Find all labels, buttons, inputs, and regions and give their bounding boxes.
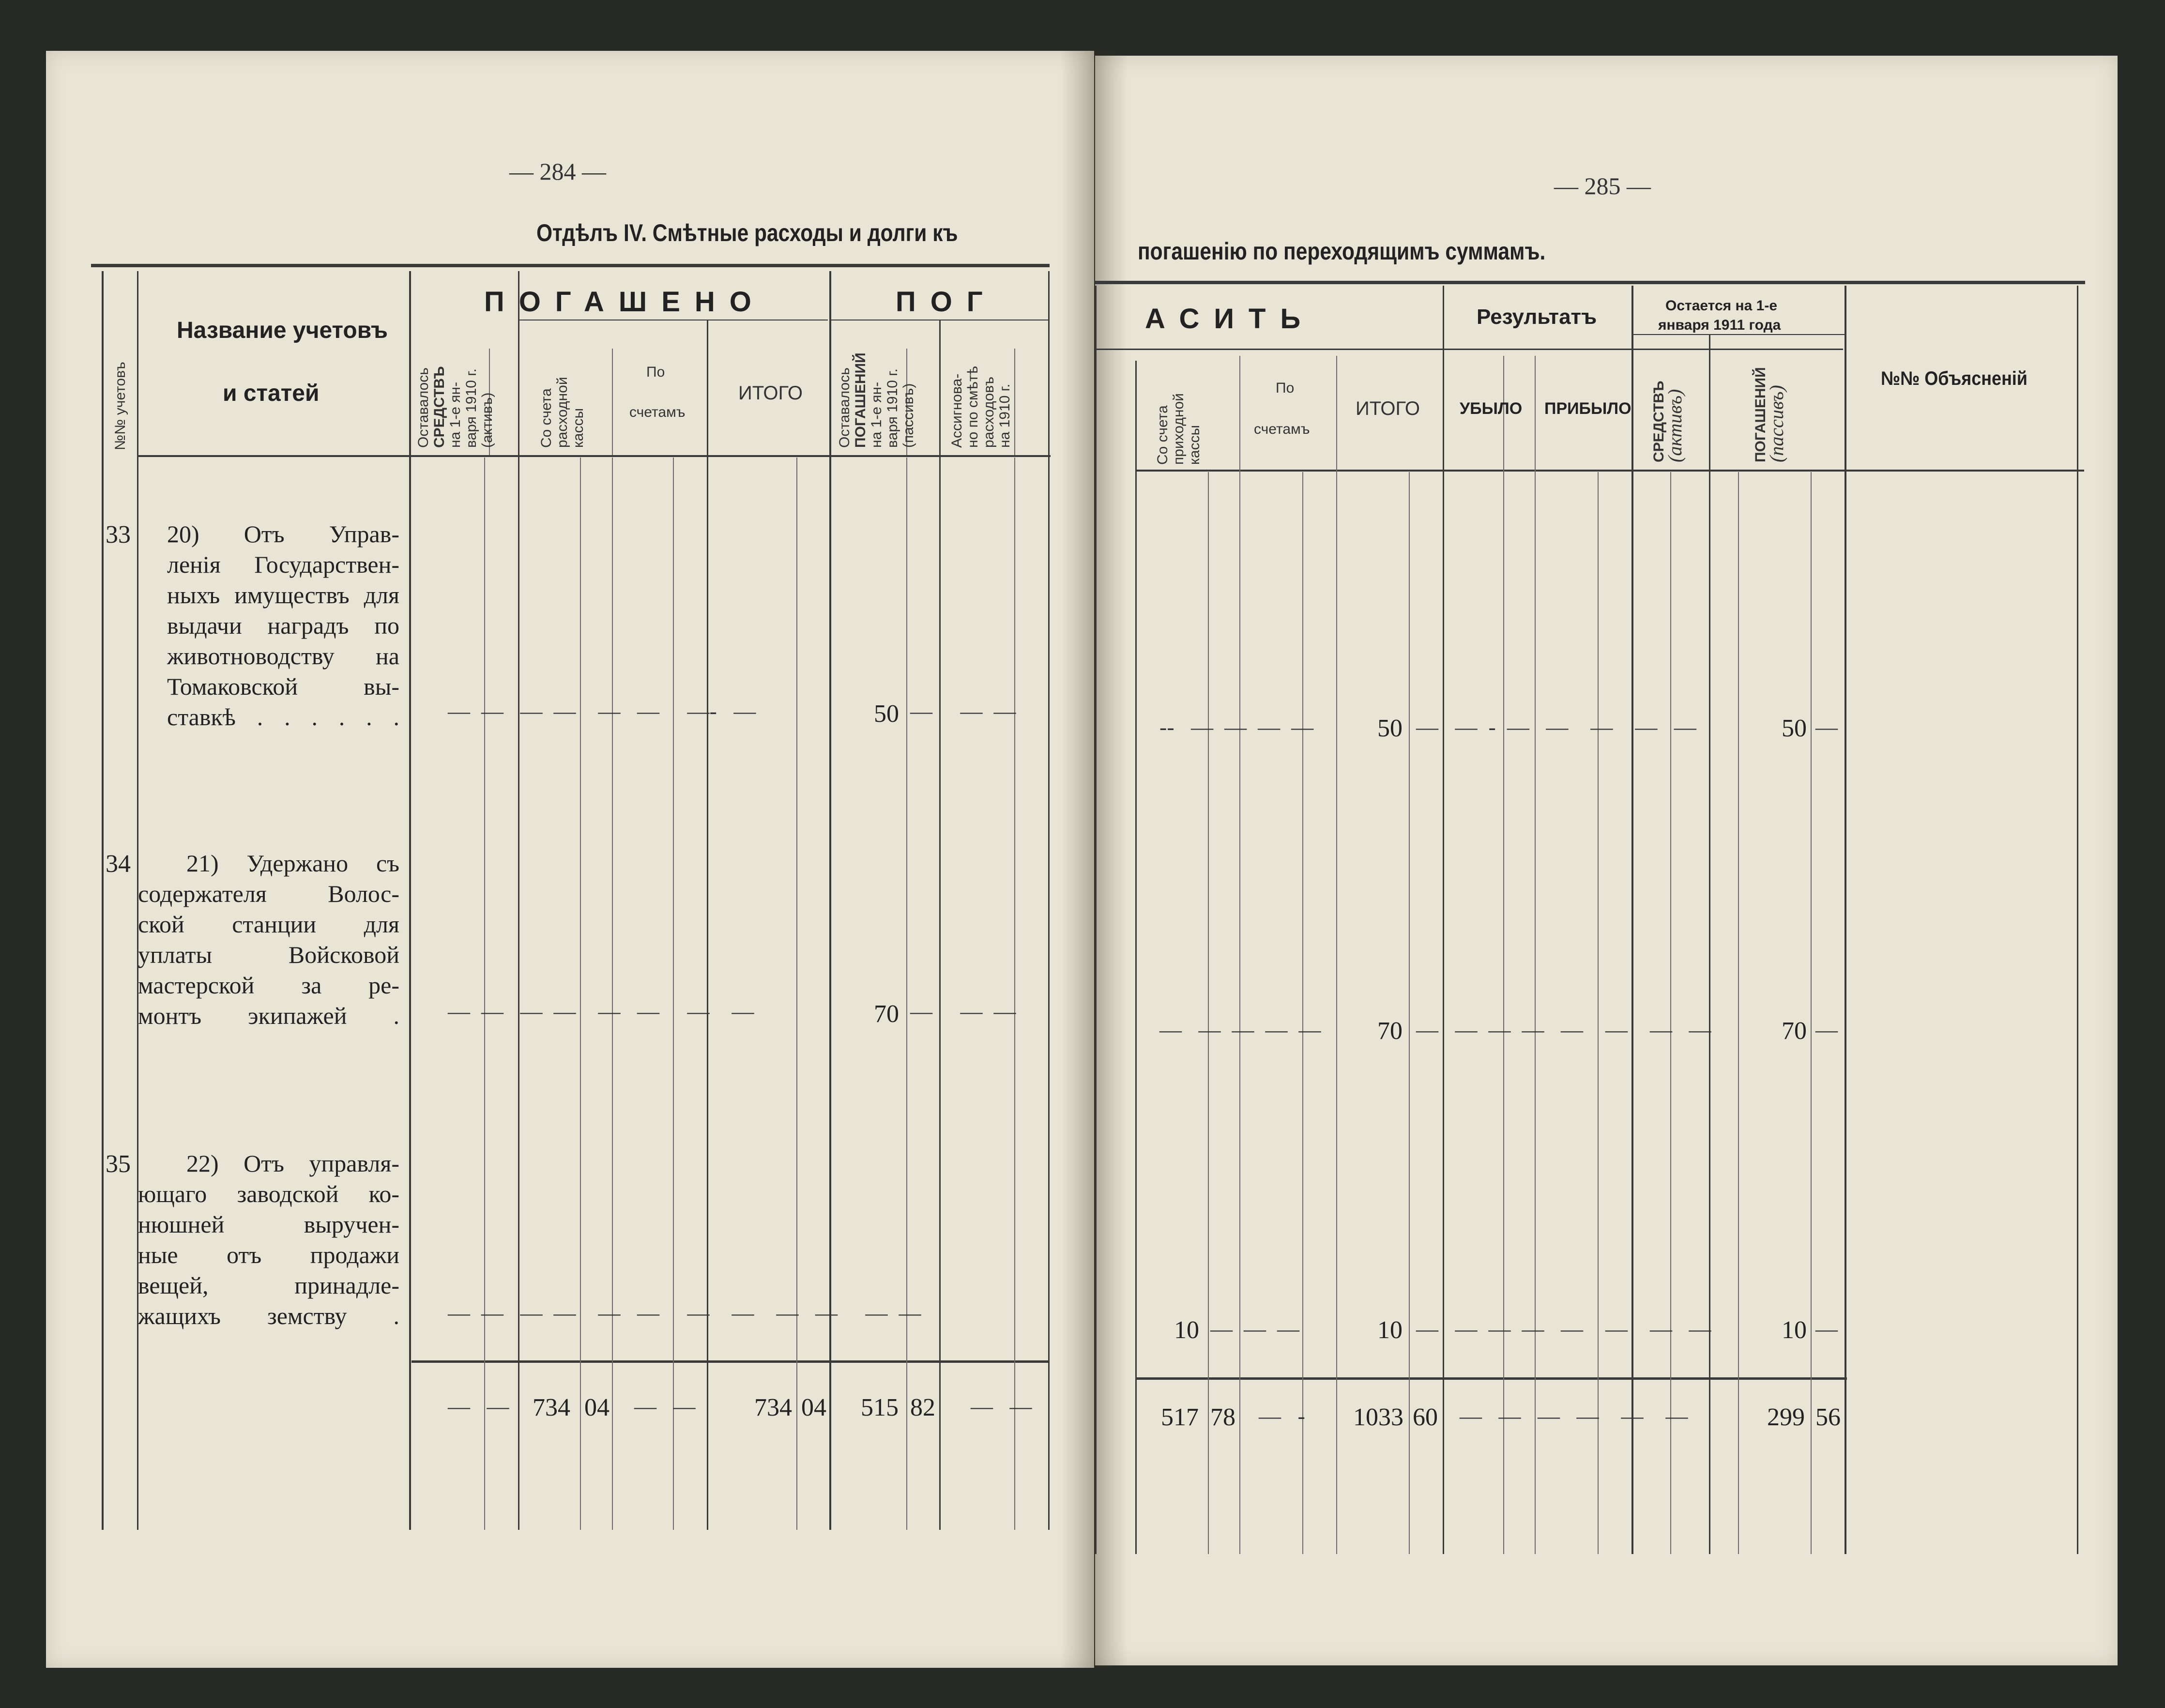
header-obyasneniy: №№ Объясненій bbox=[1881, 368, 2028, 389]
right-row3-itogo: 10 bbox=[1377, 1316, 1403, 1344]
right-total-itogo-kop: 60 bbox=[1413, 1403, 1438, 1431]
left-total-rule bbox=[412, 1360, 1050, 1363]
right-total-itogo-rub: 1033 bbox=[1353, 1403, 1403, 1431]
header-name-line1: Название учетовъ bbox=[177, 318, 388, 343]
row-entry-33: 20) Отъ Управ- ленія Государствен- ныхъ имуществъ для выдачи наградъ по животноводству на Томаковской вы- ставкѣ . . . . . . bbox=[167, 520, 399, 731]
right-row3-so-scheta: 10 bbox=[1174, 1316, 1199, 1344]
header-so-scheta-prihod: Со счета приходной кассы bbox=[1155, 393, 1203, 465]
row-num-33: 33 bbox=[106, 521, 131, 549]
header-itogo-left: ИТОГО bbox=[738, 382, 803, 404]
header-po-right: По bbox=[1276, 380, 1295, 396]
header-ostav-sredstv: Оставалось СРЕДСТВЪ на 1-е ян- варя 1910 г. (активъ) bbox=[415, 366, 495, 448]
header-ostaetsya-line1: Остается на 1-е bbox=[1665, 298, 1778, 314]
right-total-pogasheniy-rub: 299 bbox=[1767, 1403, 1805, 1431]
right-row3-pogasheniy: 10 bbox=[1782, 1316, 1807, 1344]
row-num-34: 34 bbox=[106, 850, 131, 878]
right-row1-pogasheniy: 50 bbox=[1782, 715, 1807, 742]
left-total-so-scheta-kop: 04 bbox=[584, 1394, 610, 1421]
header-ubylo: УБЫЛО bbox=[1460, 399, 1523, 418]
left-total-so-scheta-rub: 734 bbox=[533, 1394, 570, 1421]
right-top-rule bbox=[1095, 281, 2085, 284]
row-num-35: 35 bbox=[106, 1150, 131, 1178]
section-heading-right: погашенію по переходящимъ суммамъ. bbox=[1138, 238, 1546, 265]
left-total-itogo-rub: 734 bbox=[754, 1394, 792, 1421]
header-po: По bbox=[646, 364, 665, 380]
header-pribylo: ПРИБЫЛО bbox=[1544, 399, 1631, 418]
right-total-so-scheta-kop: 78 bbox=[1210, 1403, 1235, 1431]
header-rezultat: Результатъ bbox=[1477, 305, 1597, 329]
header-uchet-num: №№ учетовъ bbox=[112, 362, 128, 450]
row-entry-34: 21) Удержано съ содержателя Волос- ской станции для уплаты Войсковой мастерской за ре- монтъ экипажей . bbox=[138, 850, 399, 1029]
row-34-ostav-pog: 70 bbox=[874, 1000, 899, 1028]
header-ostaetsya-line2: января 1911 года bbox=[1658, 317, 1781, 333]
right-total-so-scheta-rub: 517 bbox=[1161, 1403, 1199, 1431]
header-ostav-pogasheniy: Оставалось ПОГАШЕНИЙ на 1-е ян- варя 1910 г. (пассивъ) bbox=[837, 352, 916, 448]
right-total-rule bbox=[1135, 1377, 1847, 1380]
page-number-right: — 285 — bbox=[1554, 172, 1651, 199]
left-border bbox=[102, 271, 104, 1530]
left-top-rule bbox=[91, 264, 1050, 267]
book-gutter bbox=[1060, 51, 1128, 1668]
header-name-line2: и статей bbox=[223, 381, 320, 406]
section-heading-left: Отдѣлъ IV. Смѣтные расходы и долги къ bbox=[536, 219, 958, 246]
header-pog: ПОГ bbox=[896, 286, 997, 318]
header-pogasheno: ПОГАШЕНО bbox=[484, 286, 766, 318]
row-33-ostav-pog: 50 bbox=[874, 700, 899, 728]
left-total-ostav-pog-rub: 515 bbox=[861, 1394, 899, 1421]
right-row1-itogo: 50 bbox=[1377, 715, 1403, 742]
header-schetam: счетамъ bbox=[629, 404, 686, 420]
header-pogasheniy-right: ПОГАШЕНИЙ (пассивъ) bbox=[1753, 367, 1787, 462]
page-number-left: — 284 — bbox=[509, 158, 606, 185]
header-so-scheta-rashod: Со счета расходной кассы bbox=[538, 377, 586, 448]
header-itogo-right: ИТОГО bbox=[1356, 398, 1420, 419]
header-assignovano: Ассигнова- но по смѣтѣ расходовъ на 1910 г. bbox=[949, 366, 1013, 448]
left-total-ostav-pog-kop: 82 bbox=[910, 1394, 935, 1421]
right-header-rule bbox=[1135, 470, 2084, 472]
right-total-pogasheniy-kop: 56 bbox=[1815, 1403, 1841, 1431]
left-header-rule bbox=[138, 455, 1051, 457]
header-schetam-right: счетамъ bbox=[1254, 421, 1310, 437]
row-entry-35: 22) Отъ управля- ющаго заводской ко- нюшней выручен- ные отъ продажи вещей, принадле- жащихъ земству . bbox=[138, 1150, 399, 1329]
right-row2-itogo: 70 bbox=[1377, 1017, 1403, 1045]
header-sredstv: СРЕДСТВЪ (активъ) bbox=[1651, 381, 1686, 462]
left-total-itogo-kop: 04 bbox=[801, 1394, 826, 1421]
header-asit: АСИТЬ bbox=[1145, 303, 1315, 335]
right-row2-pogasheniy: 70 bbox=[1782, 1017, 1807, 1045]
